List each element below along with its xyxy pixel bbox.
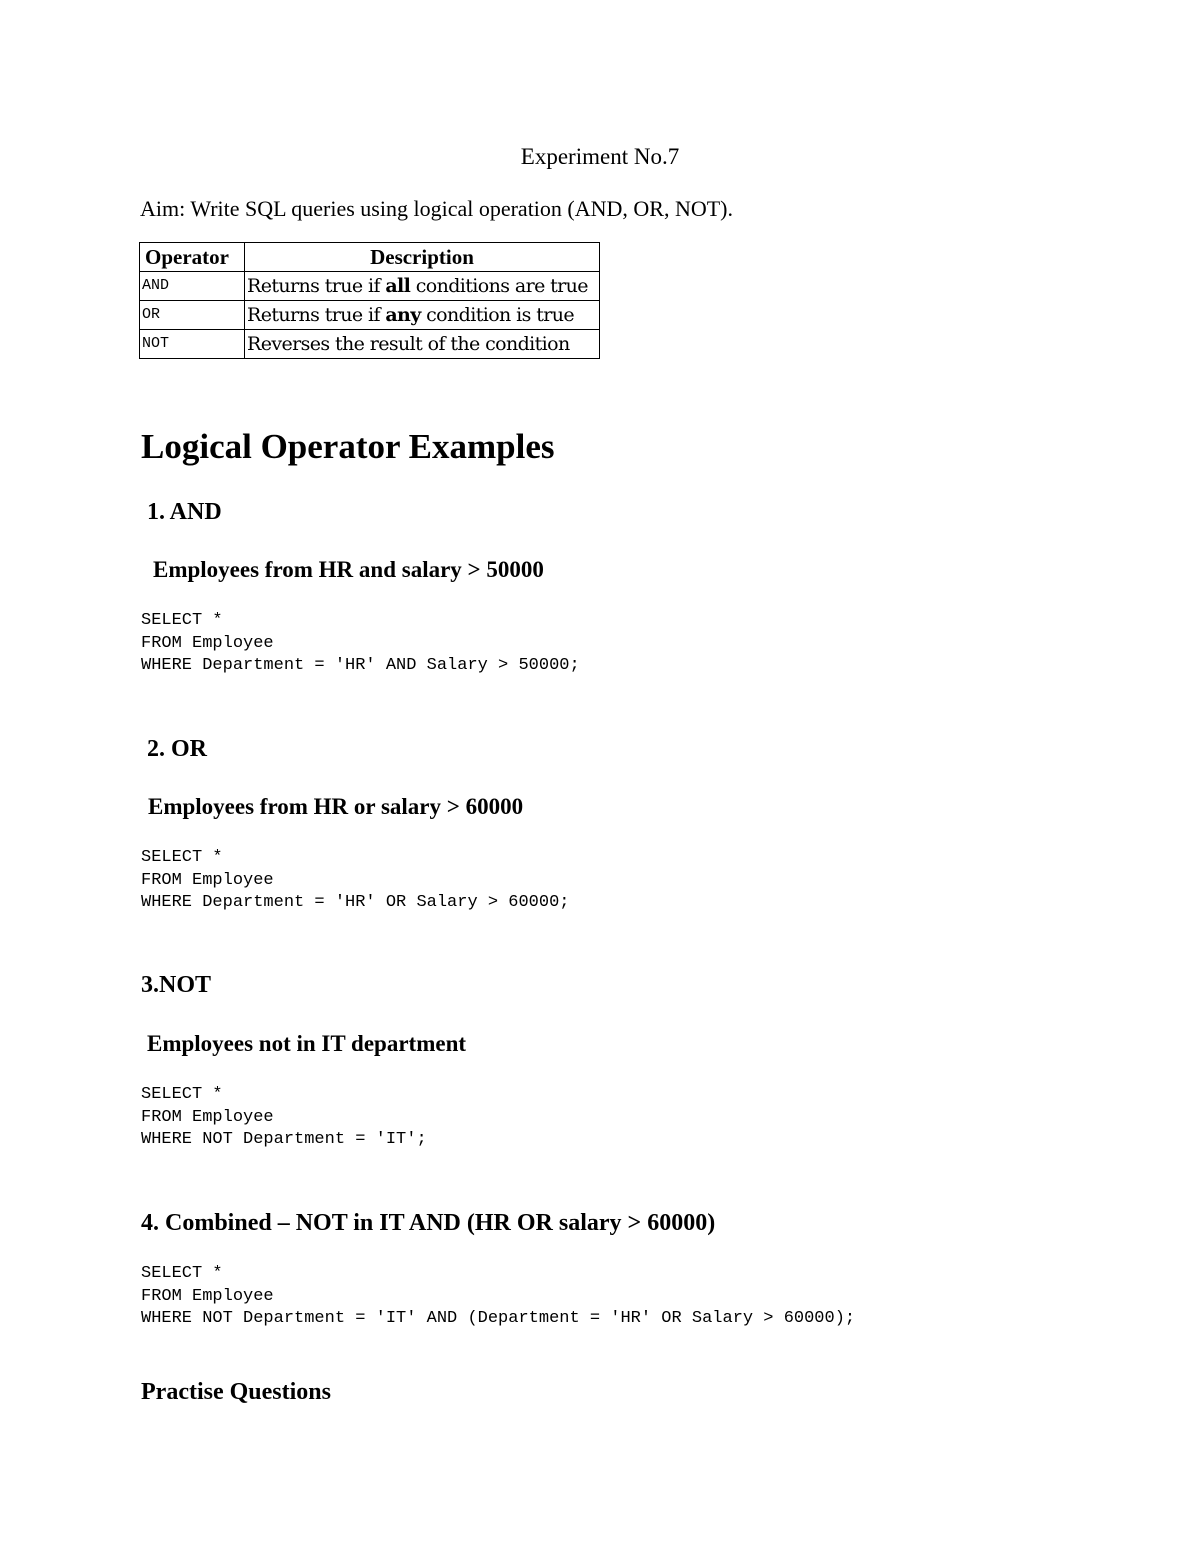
- example-subheading-not: Employees not in IT department: [147, 1031, 467, 1056]
- description-emphasis: any: [385, 304, 421, 326]
- code-block-combined: [141, 1263, 855, 1331]
- description-text: Reverses the result of the condition: [247, 333, 570, 355]
- description-text: Returns true if: [247, 304, 386, 326]
- table-row: [140, 272, 600, 301]
- table-header-row: [140, 243, 600, 272]
- description-cell: [245, 330, 600, 359]
- code-block-not: [141, 1084, 427, 1152]
- code-block-and: [141, 610, 580, 678]
- code-line: WHERE NOT Department = 'IT';: [141, 1130, 427, 1149]
- table-row: [140, 330, 600, 359]
- description-text: Returns true if: [247, 275, 386, 297]
- example-heading-or: 2. OR: [147, 736, 207, 762]
- practise-questions-heading: Practise Questions: [141, 1379, 331, 1405]
- description-text: condition is true: [420, 304, 574, 326]
- table-row: [140, 301, 600, 330]
- code-line: SELECT *: [141, 611, 223, 630]
- example-subheading-and: Employees from HR and salary > 50000: [153, 557, 544, 582]
- description-cell: [245, 301, 600, 330]
- code-line: SELECT *: [141, 848, 223, 867]
- code-line: SELECT *: [141, 1085, 223, 1104]
- column-header-operator: Operator: [140, 243, 245, 272]
- code-line: SELECT *: [141, 1264, 223, 1283]
- section-heading: Logical Operator Examples: [141, 427, 555, 466]
- example-heading-not: 3.NOT: [141, 972, 212, 998]
- aim-statement: Aim: Write SQL queries using logical operation (AND, OR, NOT).: [140, 196, 734, 221]
- operator-cell: AND: [140, 272, 245, 301]
- code-line: WHERE NOT Department = 'IT' AND (Department = 'HR' OR Salary > 60000);: [141, 1309, 856, 1328]
- example-subheading-or: Employees from HR or salary > 60000: [148, 794, 524, 819]
- code-line: FROM Employee: [141, 633, 274, 653]
- code-line: WHERE Department = 'HR' OR Salary > 60000;: [141, 893, 570, 912]
- document-title: Experiment No.7: [520, 144, 680, 169]
- code-line: WHERE Department = 'HR' AND Salary > 50000;: [141, 656, 580, 675]
- operator-table: [139, 242, 600, 359]
- code-line: FROM Employee: [141, 870, 274, 890]
- description-text: conditions are true: [410, 275, 588, 297]
- column-header-description: Description: [245, 243, 600, 272]
- example-heading-and: 1. AND: [147, 499, 222, 525]
- example-heading-combined: 4. Combined – NOT in IT AND (HR OR salary > 60000): [141, 1210, 716, 1236]
- operator-cell: OR: [140, 301, 245, 330]
- code-line: FROM Employee: [141, 1286, 274, 1306]
- code-line: FROM Employee: [141, 1107, 274, 1127]
- code-block-or: [141, 847, 569, 915]
- description-emphasis: all: [385, 275, 411, 297]
- operator-cell: NOT: [140, 330, 245, 359]
- description-cell: [245, 272, 600, 301]
